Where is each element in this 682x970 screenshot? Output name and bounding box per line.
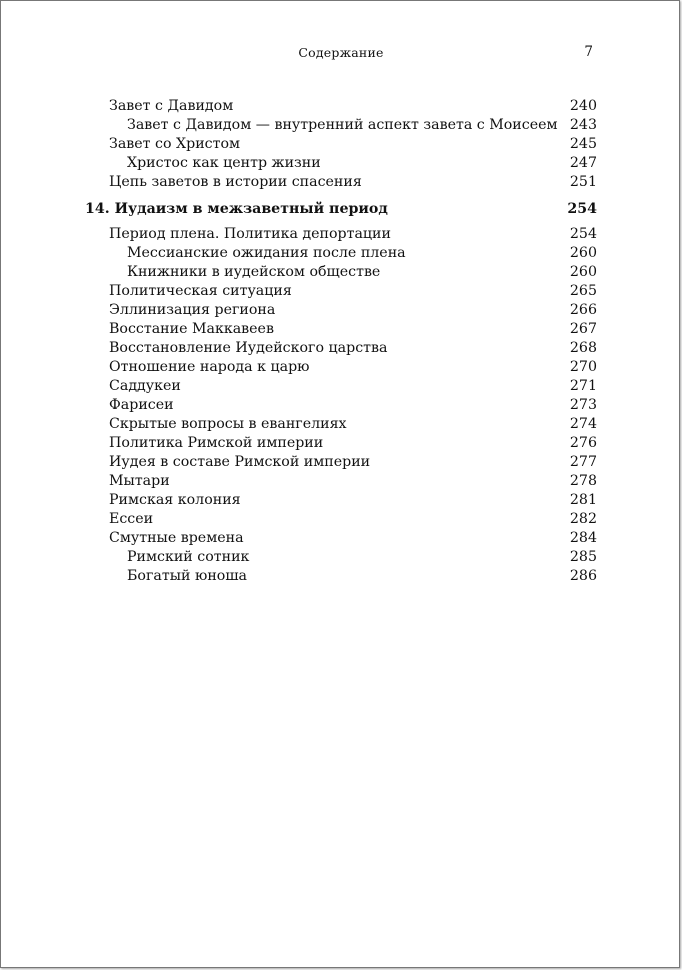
toc-entry-page: 282 <box>569 511 597 527</box>
toc-entry-title: Цепь заветов в истории спасения <box>109 174 362 190</box>
toc-entry-title: Политическая ситуация <box>109 283 292 299</box>
toc-subentry <box>85 154 597 173</box>
toc-entry-page: 245 <box>569 136 597 152</box>
toc-entry-title: Римская колония <box>109 492 241 508</box>
toc-entry-title: Завет с Давидом <box>109 98 234 114</box>
toc-entry-page: 266 <box>569 302 597 318</box>
toc-entry <box>85 358 597 377</box>
toc-entry <box>85 339 597 358</box>
toc-entry <box>85 320 597 339</box>
toc-entry-title: Христос как центр жизни <box>127 155 321 171</box>
toc-subentry <box>85 263 597 282</box>
chapter-page: 254 <box>567 201 597 217</box>
toc-entry <box>85 434 597 453</box>
toc-entry-page: 281 <box>569 492 597 508</box>
toc-entry-page: 254 <box>569 226 597 242</box>
toc-entry <box>85 472 597 491</box>
toc-entry-page: 265 <box>569 283 597 299</box>
toc-entry-page: 274 <box>569 416 597 432</box>
toc-entry-title: Период плена. Политика депортации <box>109 226 391 242</box>
toc-entry <box>85 453 597 472</box>
toc-entry-title: Отношение народа к царю <box>109 359 310 375</box>
toc-entry-page: 247 <box>569 155 597 171</box>
toc-entry-page: 286 <box>569 568 597 584</box>
toc-entry-page: 276 <box>569 435 597 451</box>
toc-entry-title: Восстановление Иудейского царства <box>109 340 388 356</box>
toc-entry <box>85 173 597 192</box>
toc-entry-title: Политика Римской империи <box>109 435 324 451</box>
toc-entry-title: Мытари <box>109 473 170 489</box>
toc-entry <box>85 529 597 548</box>
toc-entry-title: Иудея в составе Римской империи <box>109 454 371 470</box>
toc-entry-page: 260 <box>569 245 597 261</box>
toc-entry <box>85 225 597 244</box>
toc-entry-title: Завет со Христом <box>109 136 241 152</box>
toc-entry-title: Фарисеи <box>109 397 174 413</box>
toc-entry-page: 278 <box>569 473 597 489</box>
toc-entry-page: 277 <box>569 454 597 470</box>
toc-entry <box>85 282 597 301</box>
toc-entry-page: 285 <box>569 549 597 565</box>
toc-entry-page: 270 <box>569 359 597 375</box>
toc-entry <box>85 377 597 396</box>
toc-chapter-heading <box>85 200 597 219</box>
toc-entry-title: Книжники в иудейском обществе <box>127 264 381 280</box>
toc-entry <box>85 97 597 116</box>
toc-entry-title: Ессеи <box>109 511 154 527</box>
toc-entry-title: Эллинизация региона <box>109 302 276 318</box>
toc-entry <box>85 415 597 434</box>
toc-entry-title: Римский сотник <box>127 549 250 565</box>
toc-entry-title: Завет с Давидом — внутренний аспект завета с Моисеем <box>127 117 558 133</box>
table-of-contents <box>85 97 597 586</box>
toc-entry <box>85 135 597 154</box>
toc-entry-page: 243 <box>569 117 597 133</box>
page-number: 7 <box>584 44 593 60</box>
toc-subentry <box>85 116 597 135</box>
toc-entry-title: Смутные времена <box>109 530 244 546</box>
toc-entry-page: 273 <box>569 397 597 413</box>
toc-entry-title: Саддукеи <box>109 378 181 394</box>
toc-entry-page: 268 <box>569 340 597 356</box>
toc-entry-page: 267 <box>569 321 597 337</box>
toc-entry-page: 251 <box>569 174 597 190</box>
toc-entry-page: 271 <box>569 378 597 394</box>
toc-entry <box>85 396 597 415</box>
toc-entry-page: 240 <box>569 98 597 114</box>
toc-entry-page: 284 <box>569 530 597 546</box>
toc-entry <box>85 301 597 320</box>
toc-entry-title: Мессианские ожидания после плена <box>127 245 406 261</box>
toc-subentry <box>85 548 597 567</box>
toc-entry-title: Восстание Маккавеев <box>109 321 274 337</box>
toc-subentry <box>85 567 597 586</box>
toc-entry <box>85 510 597 529</box>
running-head-title: Содержание <box>298 45 384 60</box>
toc-entry-title: Скрытые вопросы в евангелиях <box>109 416 347 432</box>
toc-entry-page: 260 <box>569 264 597 280</box>
toc-entry-title: Богатый юноша <box>127 568 247 584</box>
chapter-title: 14. Иудаизм в межзаветный период <box>85 201 388 217</box>
toc-subentry <box>85 244 597 263</box>
toc-entry <box>85 491 597 510</box>
